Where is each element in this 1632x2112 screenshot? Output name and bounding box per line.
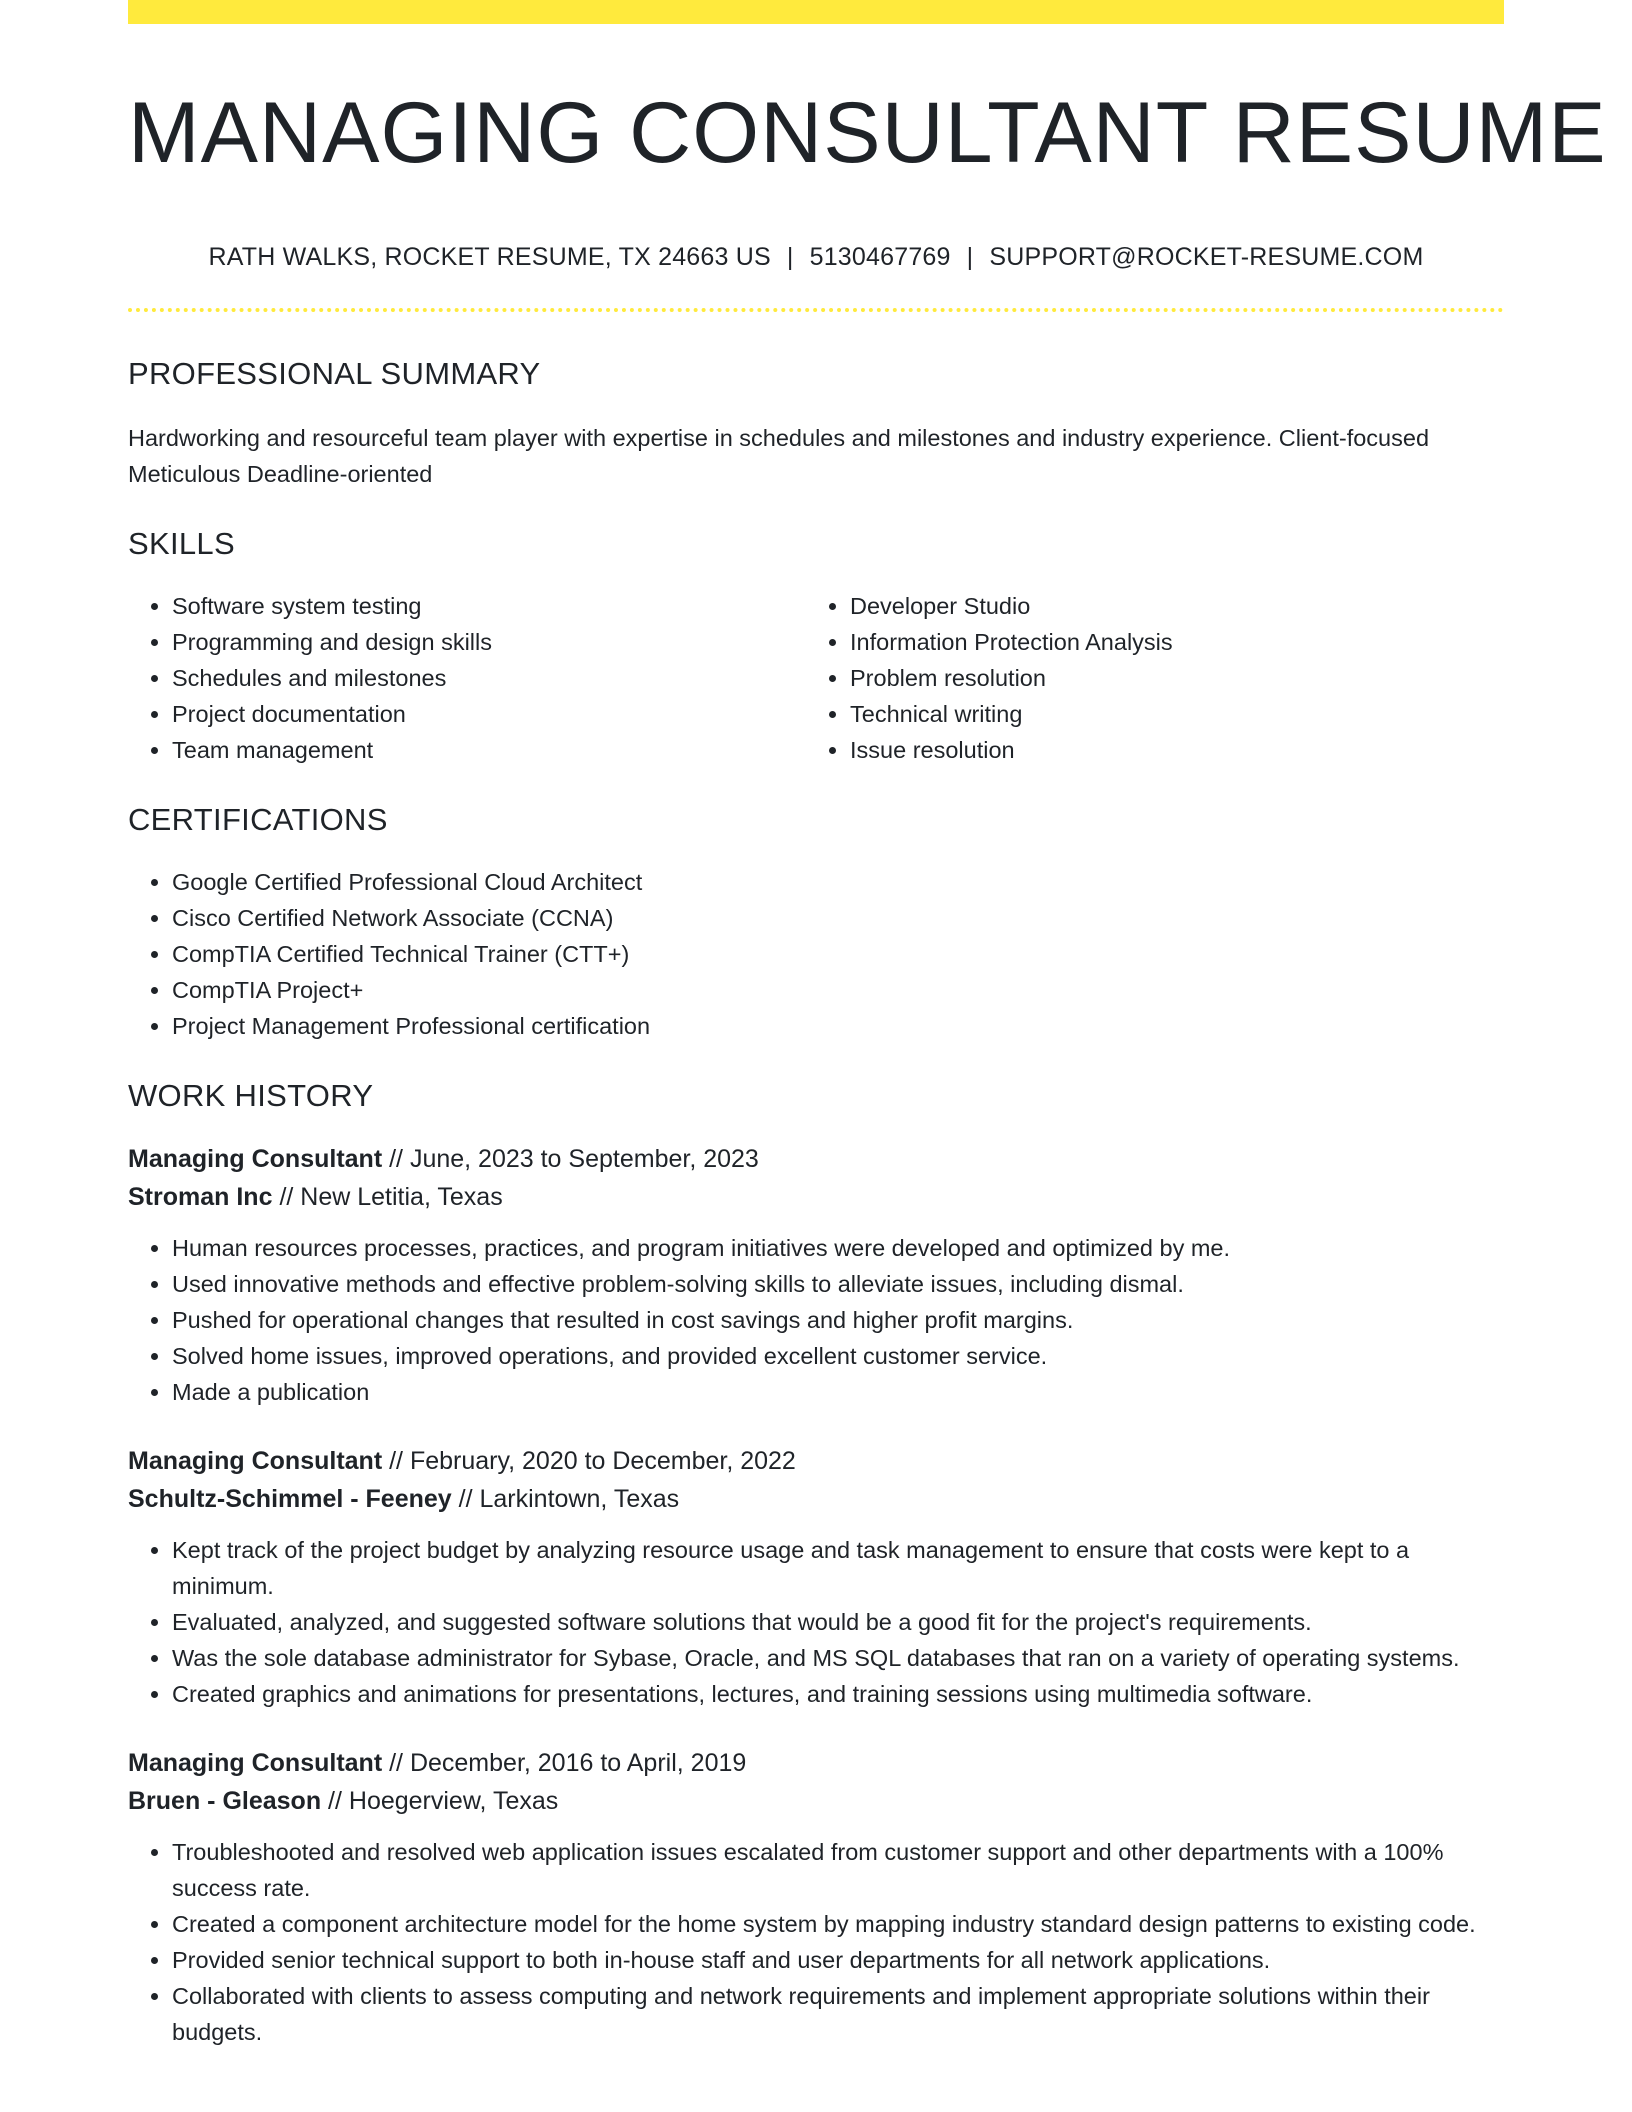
contact-phone: 5130467769: [809, 243, 951, 272]
certification-item: • Google Certified Professional Cloud Architect: [172, 864, 1504, 900]
job-bullet: • Collaborated with clients to assess computing and network requirements and implement appropriate solutions within their budgets.: [172, 1978, 1504, 2050]
job-title-line: [128, 1442, 1504, 1480]
contact-address: RATH WALKS, ROCKET RESUME, TX 24663 US: [208, 243, 771, 272]
job-entry: [128, 1744, 1504, 2050]
skill-item: • Schedules and milestones: [172, 660, 806, 696]
job-bullets: [128, 1230, 1504, 1410]
certification-item: • Cisco Certified Network Associate (CCNA): [172, 900, 1504, 936]
summary-text: Hardworking and resourceful team player with expertise in schedules and milestones and industry experience. Client-focused Meticulous Deadline-oriented: [128, 425, 1430, 488]
job-location: // Larkintown, Texas: [458, 1485, 680, 1514]
skill-item: • Information Protection Analysis: [850, 624, 1484, 660]
job-company: Stroman Inc: [128, 1183, 273, 1212]
skills-list-left: [128, 588, 806, 768]
job-bullet: • Made a publication: [172, 1374, 1504, 1410]
skill-item: • Team management: [172, 732, 806, 768]
job-bullet: • Troubleshooted and resolved web application issues escalated from customer support and other departments with a 100% success rate.: [172, 1834, 1504, 1906]
skill-item: • Problem resolution: [850, 660, 1484, 696]
job-company-line: [128, 1480, 1504, 1518]
skill-item: • Developer Studio: [850, 588, 1484, 624]
job-bullet: • Used innovative methods and effective problem-solving skills to alleviate issues, including dismal.: [172, 1266, 1504, 1302]
contact-email: SUPPORT@ROCKET-RESUME.COM: [989, 243, 1424, 272]
job-bullet: • Solved home issues, improved operations, and provided excellent customer service.: [172, 1338, 1504, 1374]
job-company: Bruen - Gleason: [128, 1787, 322, 1816]
job-bullet: • Provided senior technical support to both in-house staff and user departments for all network applications.: [172, 1942, 1504, 1978]
certification-item: • Project Management Professional certification: [172, 1008, 1504, 1044]
job-bullet: • Human resources processes, practices, and program initiatives were developed and optimized by me.: [172, 1230, 1504, 1266]
job-title-line: [128, 1140, 1504, 1178]
summary-heading: PROFESSIONAL SUMMARY: [128, 356, 541, 392]
dotted-divider: [128, 308, 1504, 312]
job-bullets: [128, 1834, 1504, 2050]
job-bullet: • Created graphics and animations for presentations, lectures, and training sessions using multimedia software.: [172, 1676, 1504, 1712]
job-company: Schultz-Schimmel - Feeney: [128, 1485, 452, 1514]
contact-separator: |: [786, 243, 794, 272]
job-dates: // February, 2020 to December, 2022: [389, 1447, 796, 1476]
job-bullet: • Evaluated, analyzed, and suggested software solutions that would be a good fit for the project's requirements.: [172, 1604, 1504, 1640]
job-location: // Hoegerview, Texas: [328, 1787, 559, 1816]
job-bullet: • Kept track of the project budget by analyzing resource usage and task management to ensure that costs were kept to a minimum.: [172, 1532, 1504, 1604]
job-dates: // June, 2023 to September, 2023: [389, 1145, 759, 1174]
resume-title: MANAGING CONSULTANT RESUME: [128, 85, 1607, 181]
job-bullets: [128, 1532, 1504, 1712]
resume-page: [128, 0, 1607, 2050]
job-company-line: [128, 1178, 1504, 1216]
skill-item: • Technical writing: [850, 696, 1484, 732]
certifications-heading: CERTIFICATIONS: [128, 802, 388, 838]
job-entry: [128, 1442, 1504, 1712]
work-history-heading: WORK HISTORY: [128, 1078, 374, 1114]
job-company-line: [128, 1782, 1504, 1820]
certification-item: • CompTIA Certified Technical Trainer (CTT+): [172, 936, 1504, 972]
skills-column-left: [128, 588, 806, 768]
job-role: Managing Consultant: [128, 1749, 383, 1778]
skill-item: • Project documentation: [172, 696, 806, 732]
job-bullet: • Created a component architecture model for the home system by mapping industry standard design patterns to existing code.: [172, 1906, 1504, 1942]
contact-line: [128, 243, 1504, 272]
skills-heading: SKILLS: [128, 526, 235, 562]
job-dates: // December, 2016 to April, 2019: [389, 1749, 747, 1778]
skills-list-right: [806, 588, 1484, 768]
job-entry: [128, 1140, 1504, 1410]
contact-separator: |: [966, 243, 974, 272]
skill-item: • Programming and design skills: [172, 624, 806, 660]
skills-columns: [128, 588, 1504, 768]
job-role: Managing Consultant: [128, 1145, 383, 1174]
skill-item: • Issue resolution: [850, 732, 1484, 768]
job-role: Managing Consultant: [128, 1447, 383, 1476]
job-bullet: • Pushed for operational changes that resulted in cost savings and higher profit margins.: [172, 1302, 1504, 1338]
skills-column-right: [806, 588, 1484, 768]
top-accent-bar: [128, 0, 1504, 24]
job-location: // New Letitia, Texas: [279, 1183, 503, 1212]
job-bullet: • Was the sole database administrator for Sybase, Oracle, and MS SQL databases that ran on a variety of operating systems.: [172, 1640, 1504, 1676]
certifications-list: [128, 864, 1504, 1044]
skill-item: • Software system testing: [172, 588, 806, 624]
job-title-line: [128, 1744, 1504, 1782]
certification-item: • CompTIA Project+: [172, 972, 1504, 1008]
